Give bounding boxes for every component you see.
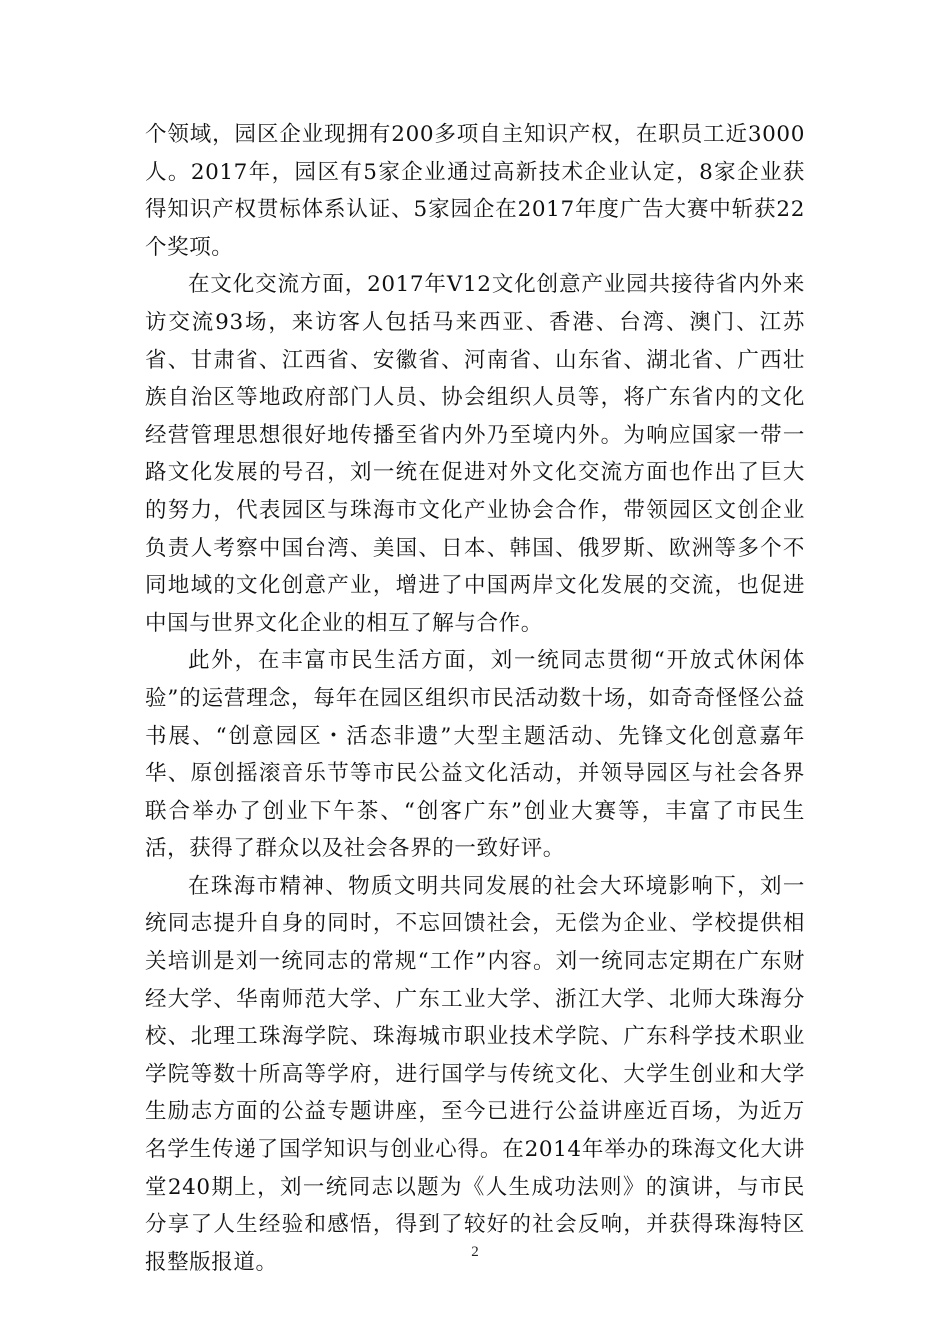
page-number: 2 [471, 1244, 479, 1260]
paragraph-cultural-exchange: 在文化交流方面，2017年V12文化创意产业园共接待省内外来访交流93场，来访客人包括马来西亚、香港、台湾、澳门、江苏省、甘肃省、江西省、安徽省、河南省、山东省、湖北省、广西壮族自治区等地政府部门人员、协会组织人员等，将广东省内的文化经营管理思想很好地传播至省内外乃至境内外。为响应国家一带一路文化发展的号召，刘一统在促进对外文化交流方面也作出了巨大的努力，代表园区与珠海市文化产业协会合作，带领园区文创企业负责人考察中国台湾、美国、日本、韩国、俄罗斯、欧洲等多个不同地域的文化创意产业，增进了中国两岸文化发展的交流，也促进中国与世界文化企业的相互了解与合作。 [145, 272, 805, 636]
paragraph-citizen-life: 此外，在丰富市民生活方面，刘一统同志贯彻“开放式休闲体验”的运营理念，每年在园区组织市民活动数十场，如奇奇怪怪公益书展、“创意园区・活态非遗”大型主题活动、先锋文化创意嘉年华、原创摇滚音乐节等市民公益文化活动，并领导园区与社会各界联合举办了创业下午茶、“创客广东”创业大赛等，丰富了市民生活，获得了群众以及社会各界的一致好评。 [145, 648, 805, 862]
document-body [145, 116, 805, 1281]
paragraph-continuation: 个领域，园区企业现拥有200多项自主知识产权，在职员工近3000人。2017年，园区有5家企业通过高新技术企业认定，8家企业获得知识产权贯标体系认证、5家园企在2017年度广告大赛中斩获22个奖项。 [145, 122, 805, 260]
paragraph-social-contribution: 在珠海市精神、物质文明共同发展的社会大环境影响下，刘一统同志提升自身的同时，不忘回馈社会，无偿为企业、学校提供相关培训是刘一统同志的常规“工作”内容。刘一统同志定期在广东财经大学、华南师范大学、广东工业大学、浙江大学、北师大珠海分校、北理工珠海学院、珠海城市职业技术学院、广东科学技术职业学院等数十所高等学府，进行国学与传统文化、大学生创业和大学生励志方面的公益专题讲座，至今已进行公益讲座近百场，为近万名学生传递了国学知识与创业心得。在2014年举办的珠海文化大讲堂240期上，刘一统同志以题为《人生成功法则》的演讲，与市民分享了人生经验和感悟，得到了较好的社会反响，并获得珠海特区报整版报道。 [145, 873, 805, 1275]
